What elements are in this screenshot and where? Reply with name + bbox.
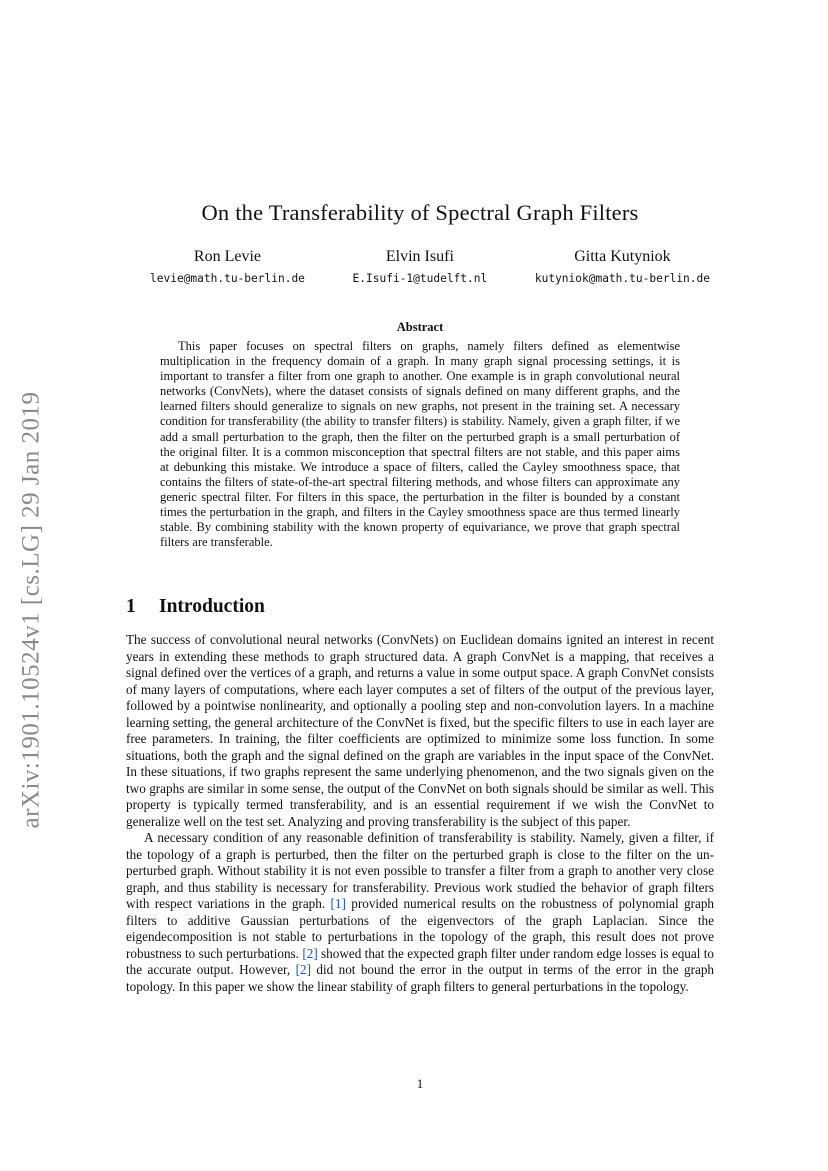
abstract-text: This paper focuses on spectral filters on graphs, namely filters defined as elementwise multiplication in the frequency domain of a graph. In many graph signal processing settings, it is important to transfer a filter from one graph to another. One example is in graph convolutional neural networks (ConvNets), where the dataset consists of signals defined on many different graphs, and the learned filters should generalize to signals on new graphs, not present in the training set. A necessary condition for transferability (the ability to transfer filters) is stability. Namely, given a graph filter, if we add a small perturbation to the graph, then the filter on the perturbed graph is a small perturbation of the original filter. It is a common misconception that spectral filters are not stable, and this paper aims at debunking this mistake. We introduce a space of filters, called the Cayley smoothness space, that contains the filters of state-of-the-art spectral filtering methods, and whose filters can approximate any generic spectral filter. For filters in this space, the perturbation in the filter is bounded by a constant times the perturbation in the graph, and filters in the Cayley smoothness space are thus termed linearly stable. By combining stability with the known property of equivariance, we prove that graph spectral filters are transferable. xyxy=(160,339,680,550)
section-heading xyxy=(126,596,726,618)
paragraph-text: provided numerical results on the robustness of polynomial graph filters to additive Gaussian perturbations of the eigenvectors of the graph Laplacian. Since the eigendecomposition is not stable to perturbations in the topology of the graph, this result does not prove robustness to such perturbations. xyxy=(126,896,715,961)
introduction-body xyxy=(126,632,714,995)
author-name: Gitta Kutyniok xyxy=(574,248,671,265)
author-1 xyxy=(150,248,305,285)
citation-link[interactable]: [ 2 ] xyxy=(296,962,311,977)
author-name: Ron Levie xyxy=(193,248,261,265)
author-block xyxy=(150,248,710,285)
arxiv-identifier-text: arXiv:1901.10524v1 [cs.LG] 29 Jan 2019 xyxy=(17,391,44,829)
paragraph-text: A necessary condition of any reasonable definition of transferability is stability. Namely, given a filter, if the topology of a graph is perturbed, then the filter on the perturbed graph is close to the filter on the un-perturbed graph. Without stability it is not even possible to transfer a filter from a graph to another very close graph, and thus stability is necessary for transferability. Previous work studied the behavior of graph filters with respect variations in the graph. xyxy=(126,830,714,911)
citation-link[interactable]: [ 2 ] xyxy=(302,946,317,961)
author-email: E.Isufi-1@tudelft.nl xyxy=(352,272,488,285)
author-email: levie@math.tu-berlin.de xyxy=(150,272,305,285)
author-2 xyxy=(353,248,488,285)
paragraph-1: The success of convolutional neural networks (ConvNets) on Euclidean domains ignited an interest in recent years in extending these methods to graph structured data. A graph ConvNet is a mapping, that receives a signal defined over the vertices of a graph, and returns a value in some output space. A graph ConvNet consists of many layers of computations, where each layer computes a set of filters of the output of the previous layer, followed by a pointwise nonlinearity, and optionally a pooling step and non-convolution layers. In a machine learning setting, the general architecture of the ConvNet is fixed, but the specific filters to use in each layer are free parameters. In training, the filter coefficients are optimized to minimize some loss function. In some situations, both the graph and the signal defined on the graph are variables in the input space of the ConvNet. In these situations, if two graphs represent the same underlying phenomenon, and the two signals given on the two graphs are similar in some sense, the output of the ConvNet on both signals should be similar as well. This property is typically termed transferability, and is an essential requirement if we wish the ConvNet to generalize well on the test set. Analyzing and proving transferability is the subject of this paper. xyxy=(126,632,714,829)
paragraph-2 xyxy=(126,830,714,995)
paragraph-text: showed that the expected graph filter under random edge losses is equal to the accurate output. However, xyxy=(126,945,714,977)
paper-title: On the Transferability of Spectral Graph Filters xyxy=(201,200,639,225)
author-name: Elvin Isufi xyxy=(385,248,454,265)
author-3 xyxy=(535,248,710,285)
section-number: 1 xyxy=(126,596,136,617)
page-number: 1 xyxy=(416,1076,424,1091)
author-email: kutyniok@math.tu-berlin.de xyxy=(534,272,710,285)
abstract-heading: Abstract xyxy=(396,320,444,334)
arxiv-identifier-stamp xyxy=(8,370,54,850)
section-title: Introduction xyxy=(159,596,265,617)
citation-link[interactable]: [ 1 ] xyxy=(331,896,346,911)
paragraph-text: did not bound the error in the output in terms of the error in the graph topology. In this paper we show the linear stability of graph filters to general perturbations in the topology. xyxy=(126,962,715,994)
